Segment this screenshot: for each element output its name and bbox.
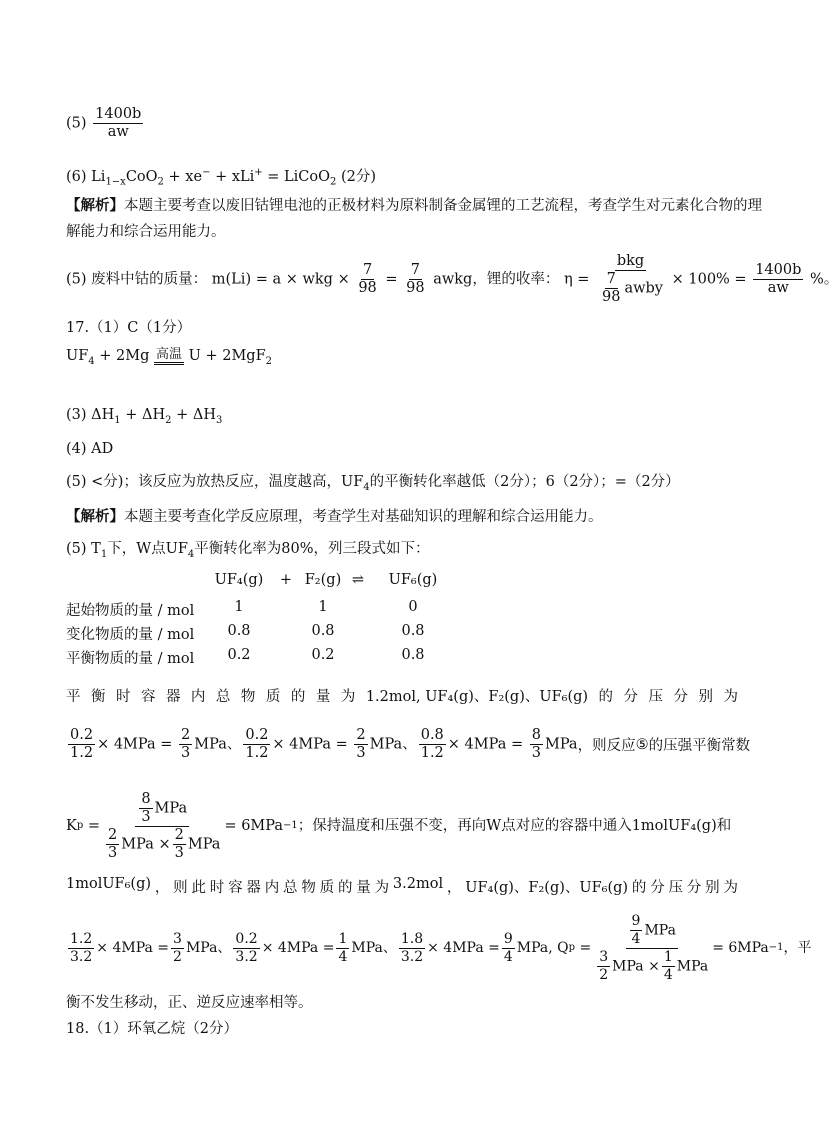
q18-part1: 18.（1）环氧乙烷（2分） [66, 1021, 239, 1037]
q16-yield-calculation: (5) 废料中钴的质量： m(Li) = a × wkg × $\frac{7}{98}$ = $\frac{7}{98}$ awkg，锂的收率： η = bkg $\frac{7}{98}$ awby × 100% = $\frac{1400b}{aw}$ %。 [66, 253, 838, 305]
q17-part2-equation: $UF_4 + 2Mg$ 高温 U + 2MgF$_2$ [66, 346, 273, 367]
answer-fraction: $\frac{1400b}{aw}$ [95, 106, 142, 140]
reaction-condition-sign: 高温 [154, 348, 184, 365]
partial-pressure-intro-line: 平 衡 时 容 器 内 总 物 质 的 量 为 1.2mol, UF₄(g)、F₂(g)、UF₆(g) 的 分 压 分 别 为 [66, 689, 738, 705]
analysis17-line1: 【解析】本题主要考查化学反应原理，考查学生对基础知识的理解和综合运用能力。 [66, 508, 603, 525]
q17-part5: (5) <分)；该反应为放热反应，温度越高，$UF_4$的平衡转化率越低（2分）；6（2分）；=（2分） [66, 474, 680, 493]
analysis16-line2: 解能力和综合运用能力。 [66, 224, 226, 240]
analysis16-line1: 【解析】本题主要考查以废旧钴锂电池的正极材料为原料制备金属锂的工艺流程，考查学生对元素化合物的理 [66, 197, 762, 214]
q17-part3: (3) $\Delta H_1 + \Delta H_2 + \Delta H_3$ [66, 407, 223, 426]
q16-part6-equation: (6) $Li_{1-x}CoO_2 + xe^- + xLi^+$ = LiCoO$_2$ (2分) [66, 167, 377, 188]
partial-pressures-line-1: $\frac{0.2}{1.2}$ × 4MPa = $\frac{2}{3}$ MPa、 $\frac{0.2}{1.2}$ × 4MPa = $\frac{2}{3}$ MPa、 $\frac{0.8}{1.2}$ × 4MPa = $\frac{8}{3}$ MPa ， 则 反 应 ⑤ 的 压 强 平 衡 常 数 [70, 727, 751, 761]
q17-part1: 17.（1）C（1分） [66, 320, 192, 336]
q17-part4: (4) AD [66, 441, 114, 457]
new-partial-pressure-intro-line: 1molUF₆(g) ， 则 此 时 容 器 内 总 物 质 的 量 为 3.2mol ， UF₄(g)、F₂(g)、UF₆(g) 的 分 压 分 别 为 [66, 876, 738, 896]
qp-calculation: $\frac{1.2}{3.2}$ × 4MPa = $\frac{3}{2}$ MPa、 $\frac{0.2}{3.2}$ × 4MPa = $\frac{1}{4}$ MPa、 $\frac{1.8}{3.2}$ × 4MPa = $\frac{9}{4}$ MPa, Q p = $\frac{9}{4}$ MPa $\frac{3}{2}$ MPa × $\frac{1}{4}$ MPa = 6MPa −1 ，平 [70, 912, 812, 983]
conclusion-line: 衡不发生移动，正、逆反应速率相等。 [66, 995, 313, 1011]
q16-part5-answer: (5) $\frac{1400b}{aw}$ [66, 106, 142, 140]
kp-calculation: K p = $\frac{8}{3}$ MPa $\frac{2}{3}$ MPa × $\frac{2}{3}$ MPa = 6MPa −1 ；保持温度和压强不变，再向W点对应的容器中通入1molUF₄(g)和 [66, 790, 732, 861]
analysis17-line2: (5) $T_1$下，W点$UF_4$平衡转化率为80%，列三段式如下： [66, 541, 430, 560]
